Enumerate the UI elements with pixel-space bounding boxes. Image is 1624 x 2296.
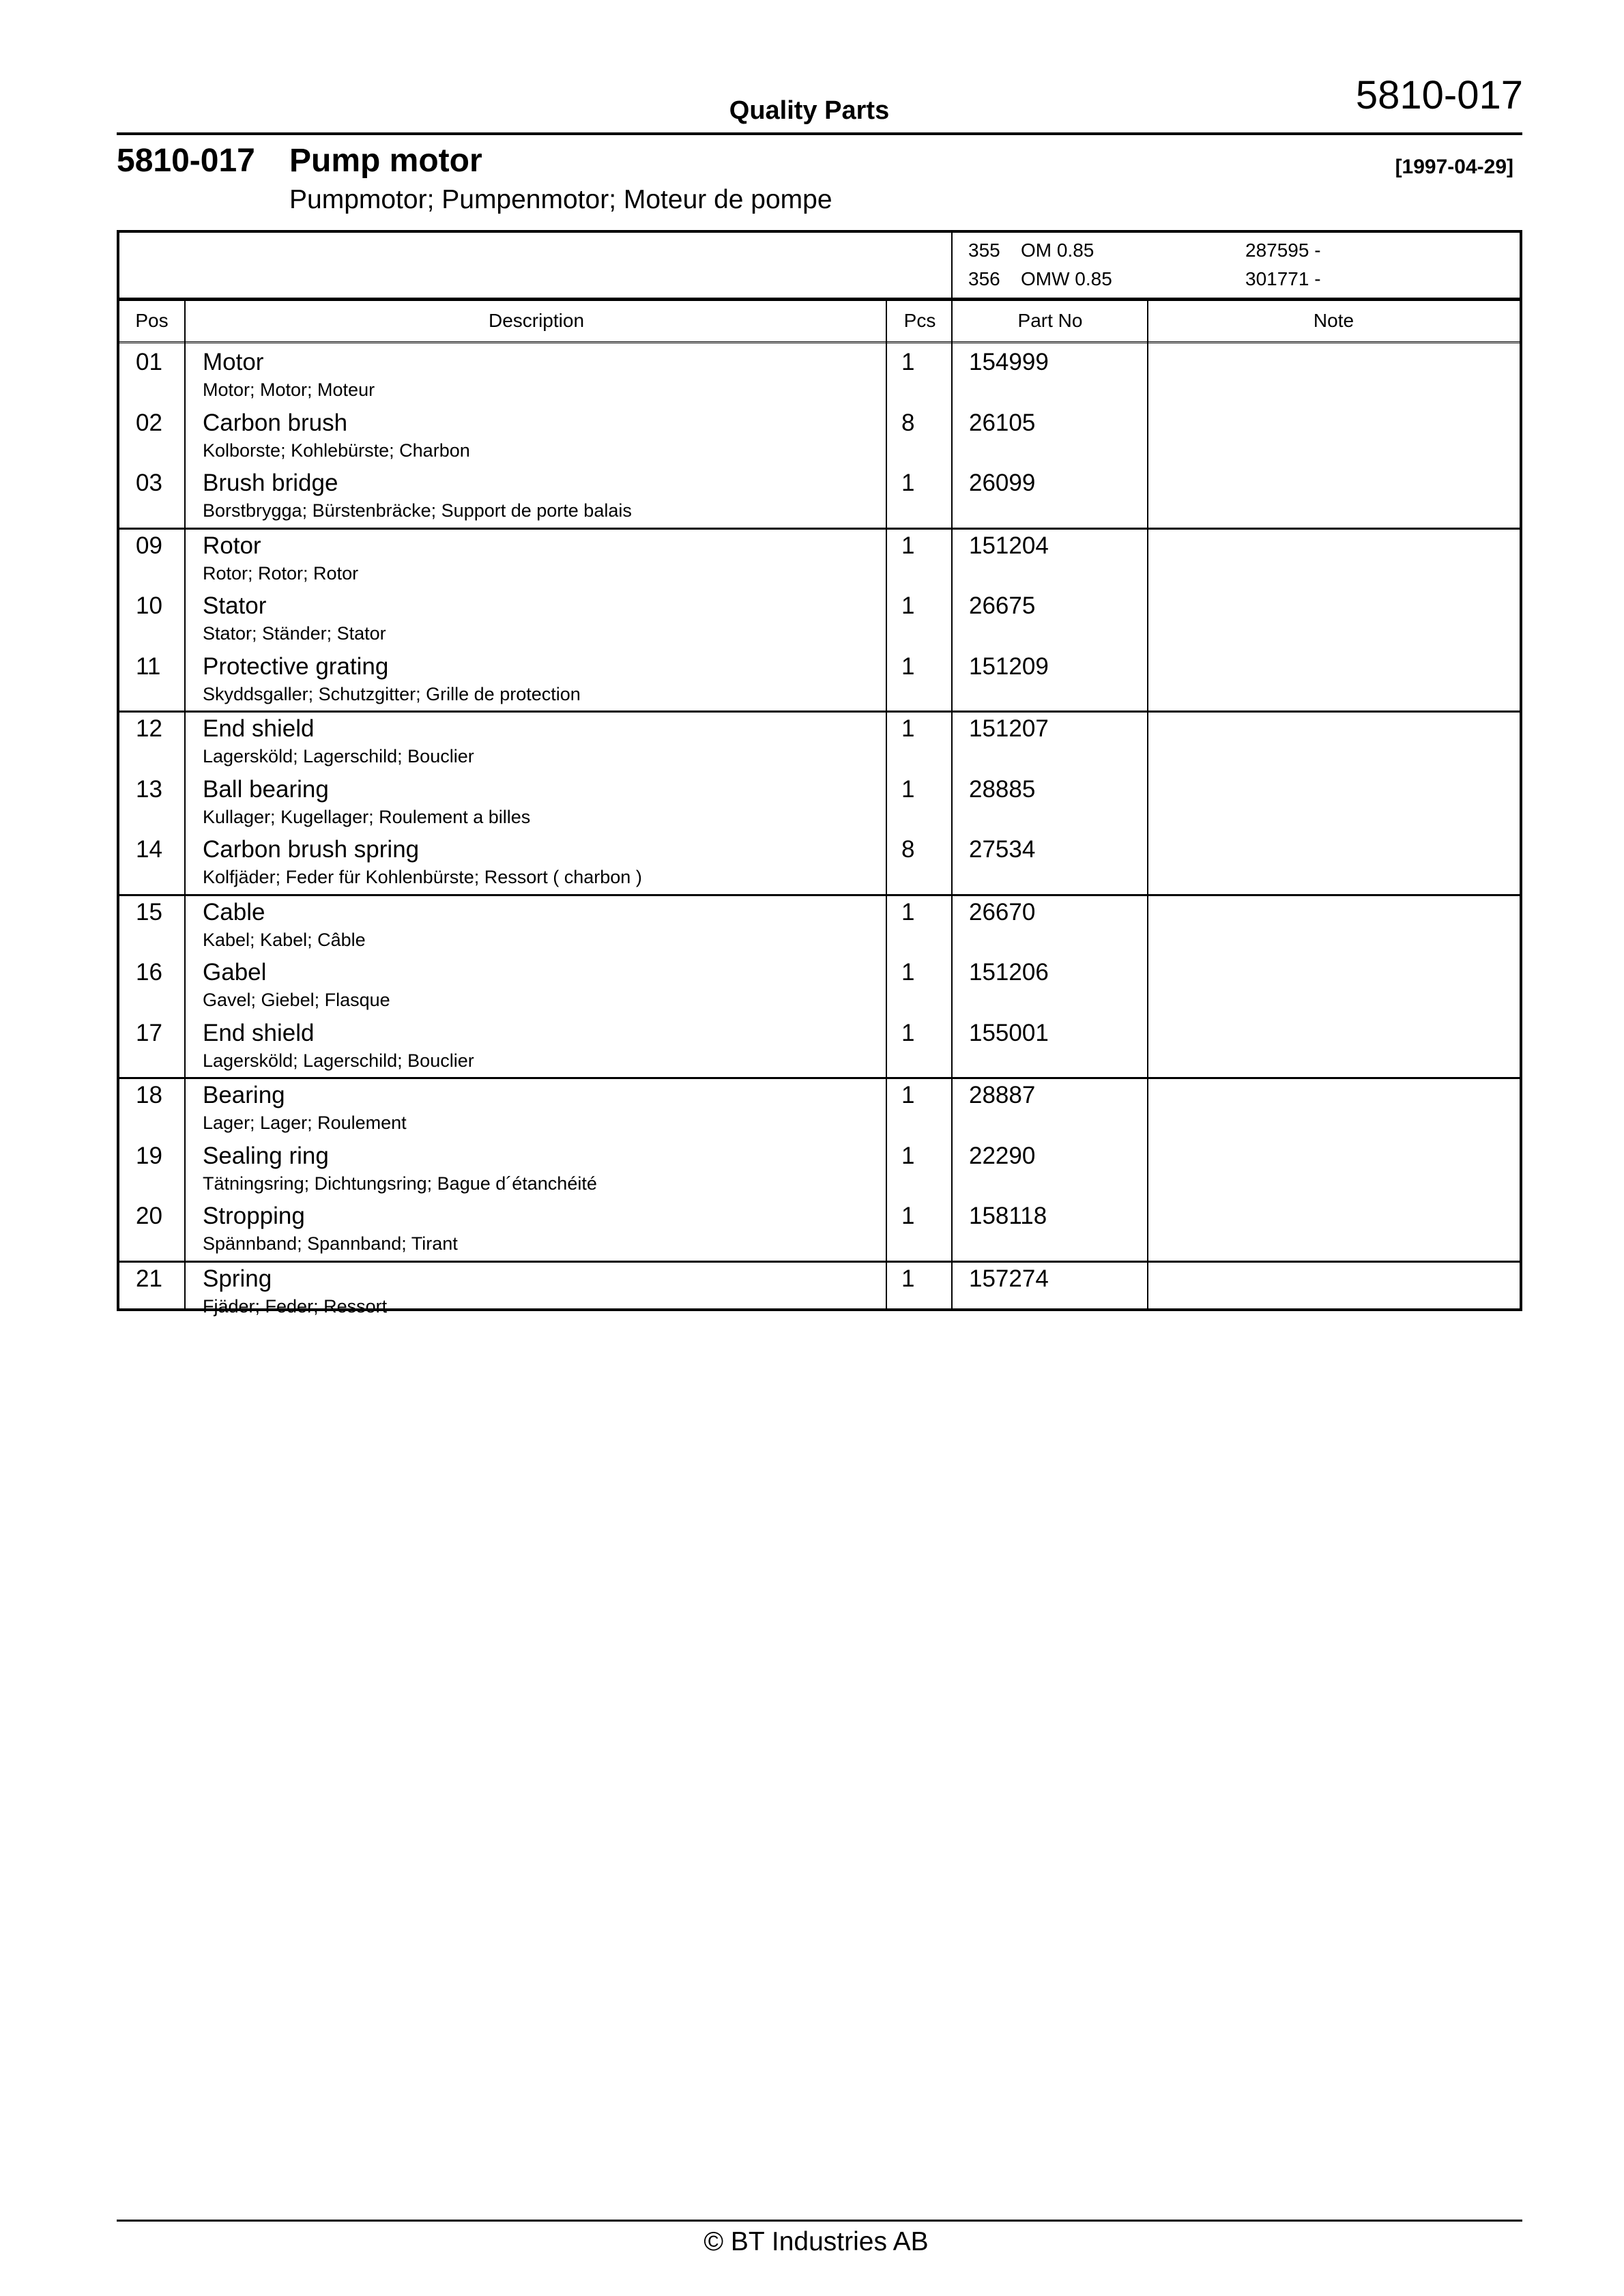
table-row (119, 713, 1520, 773)
table-row (119, 1200, 1520, 1261)
table-row (119, 773, 1520, 834)
title-date: [1997-04-29] (1395, 156, 1513, 178)
table-row (119, 896, 1520, 957)
table-row (119, 650, 1520, 711)
row-description: Motor (203, 349, 264, 375)
row-part-no: 151207 (969, 715, 1049, 742)
table-row (119, 346, 1520, 407)
parts-group (119, 713, 1520, 896)
row-part-no: 151209 (969, 652, 1049, 680)
model-number: 355 (968, 240, 1000, 261)
page-title: Pump motor (289, 143, 482, 179)
model-serial: 287595 - (1245, 240, 1321, 261)
row-part-no: 155001 (969, 1019, 1049, 1046)
table-row (119, 956, 1520, 1017)
row-translations: Stator; Ständer; Stator (203, 623, 386, 644)
row-description: Ball bearing (203, 775, 329, 803)
table-row (119, 407, 1520, 468)
model-type: OMW 0.85 (1021, 268, 1112, 289)
model-type: OM 0.85 (1021, 240, 1094, 261)
row-pcs: 1 (901, 1203, 915, 1229)
row-pos: 15 (136, 898, 162, 925)
row-pcs: 1 (901, 1142, 915, 1169)
row-pcs: 1 (901, 1082, 915, 1108)
row-pos: 13 (136, 775, 162, 803)
row-pos: 14 (136, 836, 162, 863)
page-subtitle: Pumpmotor; Pumpenmotor; Moteur de pompe (289, 185, 832, 214)
row-part-no: 151204 (969, 532, 1049, 559)
parts-group (119, 346, 1520, 530)
row-translations: Rotor; Rotor; Rotor (203, 562, 359, 584)
table-row (119, 1263, 1520, 1323)
column-header-part-no: Part No (1017, 310, 1083, 331)
row-description: Bearing (203, 1082, 285, 1108)
row-pos: 10 (136, 592, 162, 619)
row-translations: Motor; Motor; Moteur (203, 379, 375, 400)
model-line (968, 268, 1446, 290)
row-pos: 21 (136, 1265, 162, 1292)
row-pcs: 1 (901, 959, 915, 986)
column-header-row (119, 301, 1520, 343)
header-divider (117, 132, 1522, 135)
parts-group (119, 896, 1520, 1080)
row-pcs: 1 (901, 898, 915, 925)
row-description: Rotor (203, 532, 261, 559)
row-description: Brush bridge (203, 470, 338, 496)
column-header-description: Description (488, 310, 585, 331)
table-row (119, 1079, 1520, 1140)
row-translations: Kullager; Kugellager; Roulement a billes (203, 806, 531, 827)
header-page-code: 5810-017 (1355, 73, 1523, 117)
row-pos: 20 (136, 1203, 162, 1229)
row-translations: Kabel; Kabel; Câble (203, 929, 366, 950)
row-description: Gabel (203, 959, 267, 986)
model-number: 356 (968, 268, 1000, 289)
row-description: Spring (203, 1265, 272, 1292)
row-description: Sealing ring (203, 1142, 329, 1169)
row-pcs: 1 (901, 592, 915, 619)
row-part-no: 158118 (969, 1203, 1047, 1229)
table-row (119, 833, 1520, 894)
row-pcs: 1 (901, 775, 915, 803)
row-pcs: 1 (901, 349, 915, 375)
row-part-no: 26105 (969, 409, 1036, 436)
row-translations: Gavel; Giebel; Flasque (203, 990, 390, 1010)
divider (951, 233, 953, 298)
parts-group (119, 1263, 1520, 1323)
parts-table (117, 230, 1522, 1317)
row-description: End shield (203, 1019, 315, 1046)
table-row (119, 530, 1520, 590)
row-part-no: 26099 (969, 470, 1036, 496)
row-pos: 16 (136, 959, 162, 986)
row-description: Carbon brush spring (203, 836, 420, 863)
row-part-no: 28885 (969, 775, 1036, 803)
table-row (119, 1140, 1520, 1201)
row-pos: 11 (136, 652, 161, 680)
row-pos: 12 (136, 715, 162, 742)
model-applicability-box (119, 233, 1520, 301)
row-translations: Lagersköld; Lagerschild; Bouclier (203, 1050, 474, 1071)
row-translations: Lager; Lager; Roulement (203, 1113, 407, 1133)
row-pos: 03 (136, 470, 162, 496)
table-row (119, 467, 1520, 528)
row-translations: Tätningsring; Dichtungsring; Bague d´étanchéité (203, 1173, 597, 1194)
row-pos: 19 (136, 1142, 162, 1169)
row-pcs: 1 (901, 715, 915, 742)
footer-copyright: © BT Industries AB (704, 2227, 929, 2256)
table-row (119, 590, 1520, 650)
column-header-pos: Pos (135, 310, 169, 331)
row-translations: Kolfjäder; Feder für Kohlenbürste; Ressort ( charbon ) (203, 867, 642, 887)
row-pos: 09 (136, 532, 162, 559)
column-header-pcs: Pcs (903, 310, 936, 331)
row-translations: Kolborste; Kohlebürste; Charbon (203, 440, 470, 461)
row-translations: Spännband; Spannband; Tirant (203, 1233, 458, 1254)
row-part-no: 157274 (969, 1265, 1049, 1292)
row-description: Cable (203, 898, 265, 925)
row-pcs: 1 (901, 1019, 915, 1046)
model-line (968, 240, 1446, 261)
row-part-no: 154999 (969, 349, 1049, 375)
row-translations: Skyddsgaller; Schutzgitter; Grille de protection (203, 683, 581, 704)
row-part-no: 28887 (969, 1082, 1036, 1108)
row-translations: Borstbrygga; Bürstenbräcke; Support de porte balais (203, 500, 632, 521)
model-serial: 301771 - (1245, 268, 1321, 289)
row-pcs: 8 (901, 409, 915, 436)
header-section-title: Quality Parts (729, 96, 890, 125)
row-pcs: 1 (901, 532, 915, 559)
row-part-no: 26675 (969, 592, 1036, 619)
table-row (119, 1017, 1520, 1078)
row-part-no: 151206 (969, 959, 1049, 986)
row-translations: Fjäder; Feder; Ressort (203, 1295, 388, 1317)
row-pcs: 1 (901, 1265, 915, 1292)
row-pos: 18 (136, 1082, 162, 1108)
title-code: 5810-017 (117, 143, 255, 179)
footer-divider (117, 2220, 1522, 2222)
row-description: Protective grating (203, 652, 389, 680)
row-pcs: 8 (901, 836, 915, 863)
row-description: End shield (203, 715, 315, 742)
row-pos: 01 (136, 349, 162, 375)
row-pos: 02 (136, 409, 162, 436)
row-translations: Lagersköld; Lagerschild; Bouclier (203, 746, 474, 766)
row-pcs: 1 (901, 470, 915, 496)
column-header-note: Note (1313, 310, 1354, 331)
parts-rows (119, 346, 1520, 1323)
row-description: Stator (203, 592, 267, 619)
row-pcs: 1 (901, 652, 915, 680)
parts-group (119, 530, 1520, 713)
row-part-no: 27534 (969, 836, 1036, 863)
parts-group (119, 1079, 1520, 1263)
row-description: Carbon brush (203, 409, 348, 436)
row-description: Stropping (203, 1203, 305, 1229)
row-pos: 17 (136, 1019, 162, 1046)
row-part-no: 26670 (969, 898, 1036, 925)
row-part-no: 22290 (969, 1142, 1036, 1169)
